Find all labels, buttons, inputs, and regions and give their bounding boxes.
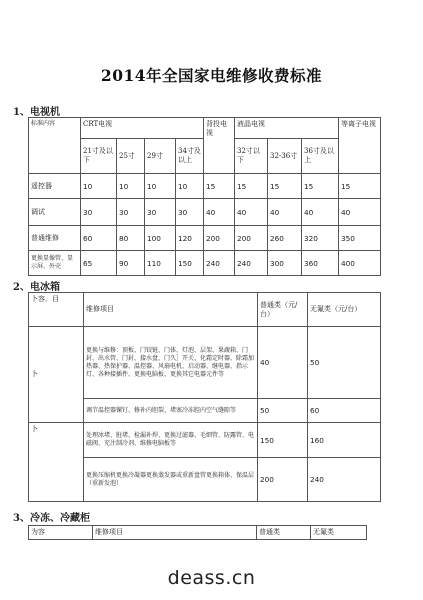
tv-row-label: 更换显像管、显示屏、外壳 <box>29 251 81 276</box>
table-row <box>29 226 381 251</box>
tv-price-cell: 240 <box>235 251 268 276</box>
fridge-category-cell: 卜 <box>29 327 84 423</box>
freezer-fee-table <box>28 525 367 540</box>
tv-size-cell: 25寸 <box>117 139 145 174</box>
tv-header-plasma: 等离子电视 <box>339 118 381 174</box>
table-row <box>29 251 381 276</box>
tv-price-cell: 15 <box>339 174 381 199</box>
fridge-item-cell: 更换压缩机更换冷凝器更换蒸发器或重新盘管更换箱体、保温层（重新发泡） <box>84 458 258 502</box>
tv-price-cell: 40 <box>339 199 381 226</box>
fridge-fee-table <box>28 292 381 502</box>
fridge-normal-price: 50 <box>258 399 308 423</box>
section-heading-freezer: 3、冷冻、冷藏柜 <box>13 513 90 524</box>
tv-price-cell: 150 <box>176 251 204 276</box>
fridge-item-cell: 调节温控器镙钉、修补内胆裂、堵塞冷冻腔内空气缝隙等 <box>84 399 258 423</box>
fridge-header-normal: 普通类（元/台） <box>258 293 308 327</box>
freezer-header-item: 维修项目 <box>93 526 257 540</box>
fridge-normal-price: 40 <box>258 327 308 399</box>
fridge-nofluor-price: 50 <box>308 327 381 399</box>
section-heading-fridge: 2、电冰箱 <box>13 282 60 293</box>
table-row <box>29 199 381 226</box>
fridge-normal-price: 200 <box>258 458 308 502</box>
freezer-header-normal: 普通类 <box>257 526 311 540</box>
tv-price-cell: 350 <box>339 226 381 251</box>
tv-corner-cell: 标准内容 <box>29 118 81 174</box>
fridge-nofluor-price: 60 <box>308 399 381 423</box>
section-heading-tv: 1、电视机 <box>13 107 60 118</box>
tv-price-cell: 40 <box>302 199 339 226</box>
tv-fee-table <box>28 117 381 276</box>
tv-price-cell: 30 <box>117 199 145 226</box>
watermark: deass.cn <box>167 567 256 589</box>
fridge-header-category: 卜容．目 <box>29 293 84 327</box>
freezer-header-category: 为容 <box>29 526 93 540</box>
table-row <box>29 327 381 399</box>
fridge-category-cell: 卜 <box>29 423 84 502</box>
tv-price-cell: 30 <box>176 199 204 226</box>
freezer-header-nofluor: 无氟类 <box>311 526 367 540</box>
fridge-header-nofluor: 无氟类（元/台） <box>308 293 381 327</box>
tv-price-cell: 65 <box>81 251 117 276</box>
tv-price-cell: 60 <box>81 226 117 251</box>
tv-price-cell: 400 <box>339 251 381 276</box>
tv-price-cell: 15 <box>268 174 302 199</box>
tv-price-cell: 30 <box>81 199 117 226</box>
tv-price-cell: 260 <box>268 226 302 251</box>
tv-price-cell: 30 <box>145 199 176 226</box>
table-row <box>29 174 381 199</box>
tv-size-cell: 36寸及以上 <box>302 139 339 174</box>
tv-size-cell: 21寸及以下 <box>81 139 117 174</box>
fridge-nofluor-price: 240 <box>308 458 381 502</box>
tv-row-label: 普通维修 <box>29 226 81 251</box>
tv-price-cell: 100 <box>145 226 176 251</box>
page-title: 2014年全国家电维修收费标准 <box>100 66 323 85</box>
table-row <box>29 423 381 458</box>
fridge-item-cell: 更换与维修：顶板、门铰链、门体、灯泡、层架、果蔬箱、门封、出水管、门封、接水盘、门久］开关、化霜定时器、除霜加热器、热保护器、温控器、风扇电机、启动器、继电器、指示灯、各种接插件、更换电脑板、更换其它电器元件等 <box>84 327 258 399</box>
tv-price-cell: 240 <box>204 251 235 276</box>
fridge-header-item: 维修项目 <box>84 293 258 327</box>
tv-size-cell: 32-36寸 <box>268 139 302 174</box>
tv-price-cell: 40 <box>235 199 268 226</box>
tv-row-label: 遥控器 <box>29 174 81 199</box>
tv-price-cell: 90 <box>117 251 145 276</box>
tv-price-cell: 15 <box>204 174 235 199</box>
tv-price-cell: 320 <box>302 226 339 251</box>
tv-price-cell: 80 <box>117 226 145 251</box>
tv-price-cell: 10 <box>176 174 204 199</box>
tv-price-cell: 300 <box>268 251 302 276</box>
tv-header-rear: 背投电视 <box>204 118 235 174</box>
tv-price-cell: 10 <box>81 174 117 199</box>
tv-price-cell: 110 <box>145 251 176 276</box>
tv-size-cell: 29寸 <box>145 139 176 174</box>
tv-size-cell: 34寸及以上 <box>176 139 204 174</box>
tv-header-crt: CRT电视 <box>81 118 204 139</box>
tv-price-cell: 40 <box>204 199 235 226</box>
tv-size-cell: 32寸以下 <box>235 139 268 174</box>
tv-price-cell: 15 <box>235 174 268 199</box>
tv-price-cell: 200 <box>235 226 268 251</box>
tv-price-cell: 120 <box>176 226 204 251</box>
tv-price-cell: 10 <box>117 174 145 199</box>
tv-price-cell: 40 <box>268 199 302 226</box>
fridge-item-cell: 处理冰堵、脏堵、检漏补焊、更换过滤器、毛细管、防露管、电磁阀、充注制冷剂、维修电脑板等 <box>84 423 258 458</box>
tv-price-cell: 10 <box>145 174 176 199</box>
tv-header-lcd: 液晶电视 <box>235 118 339 139</box>
fridge-normal-price: 150 <box>258 423 308 458</box>
tv-row-label: 调试 <box>29 199 81 226</box>
tv-price-cell: 15 <box>302 174 339 199</box>
fridge-nofluor-price: 160 <box>308 423 381 458</box>
tv-price-cell: 360 <box>302 251 339 276</box>
tv-price-cell: 200 <box>204 226 235 251</box>
